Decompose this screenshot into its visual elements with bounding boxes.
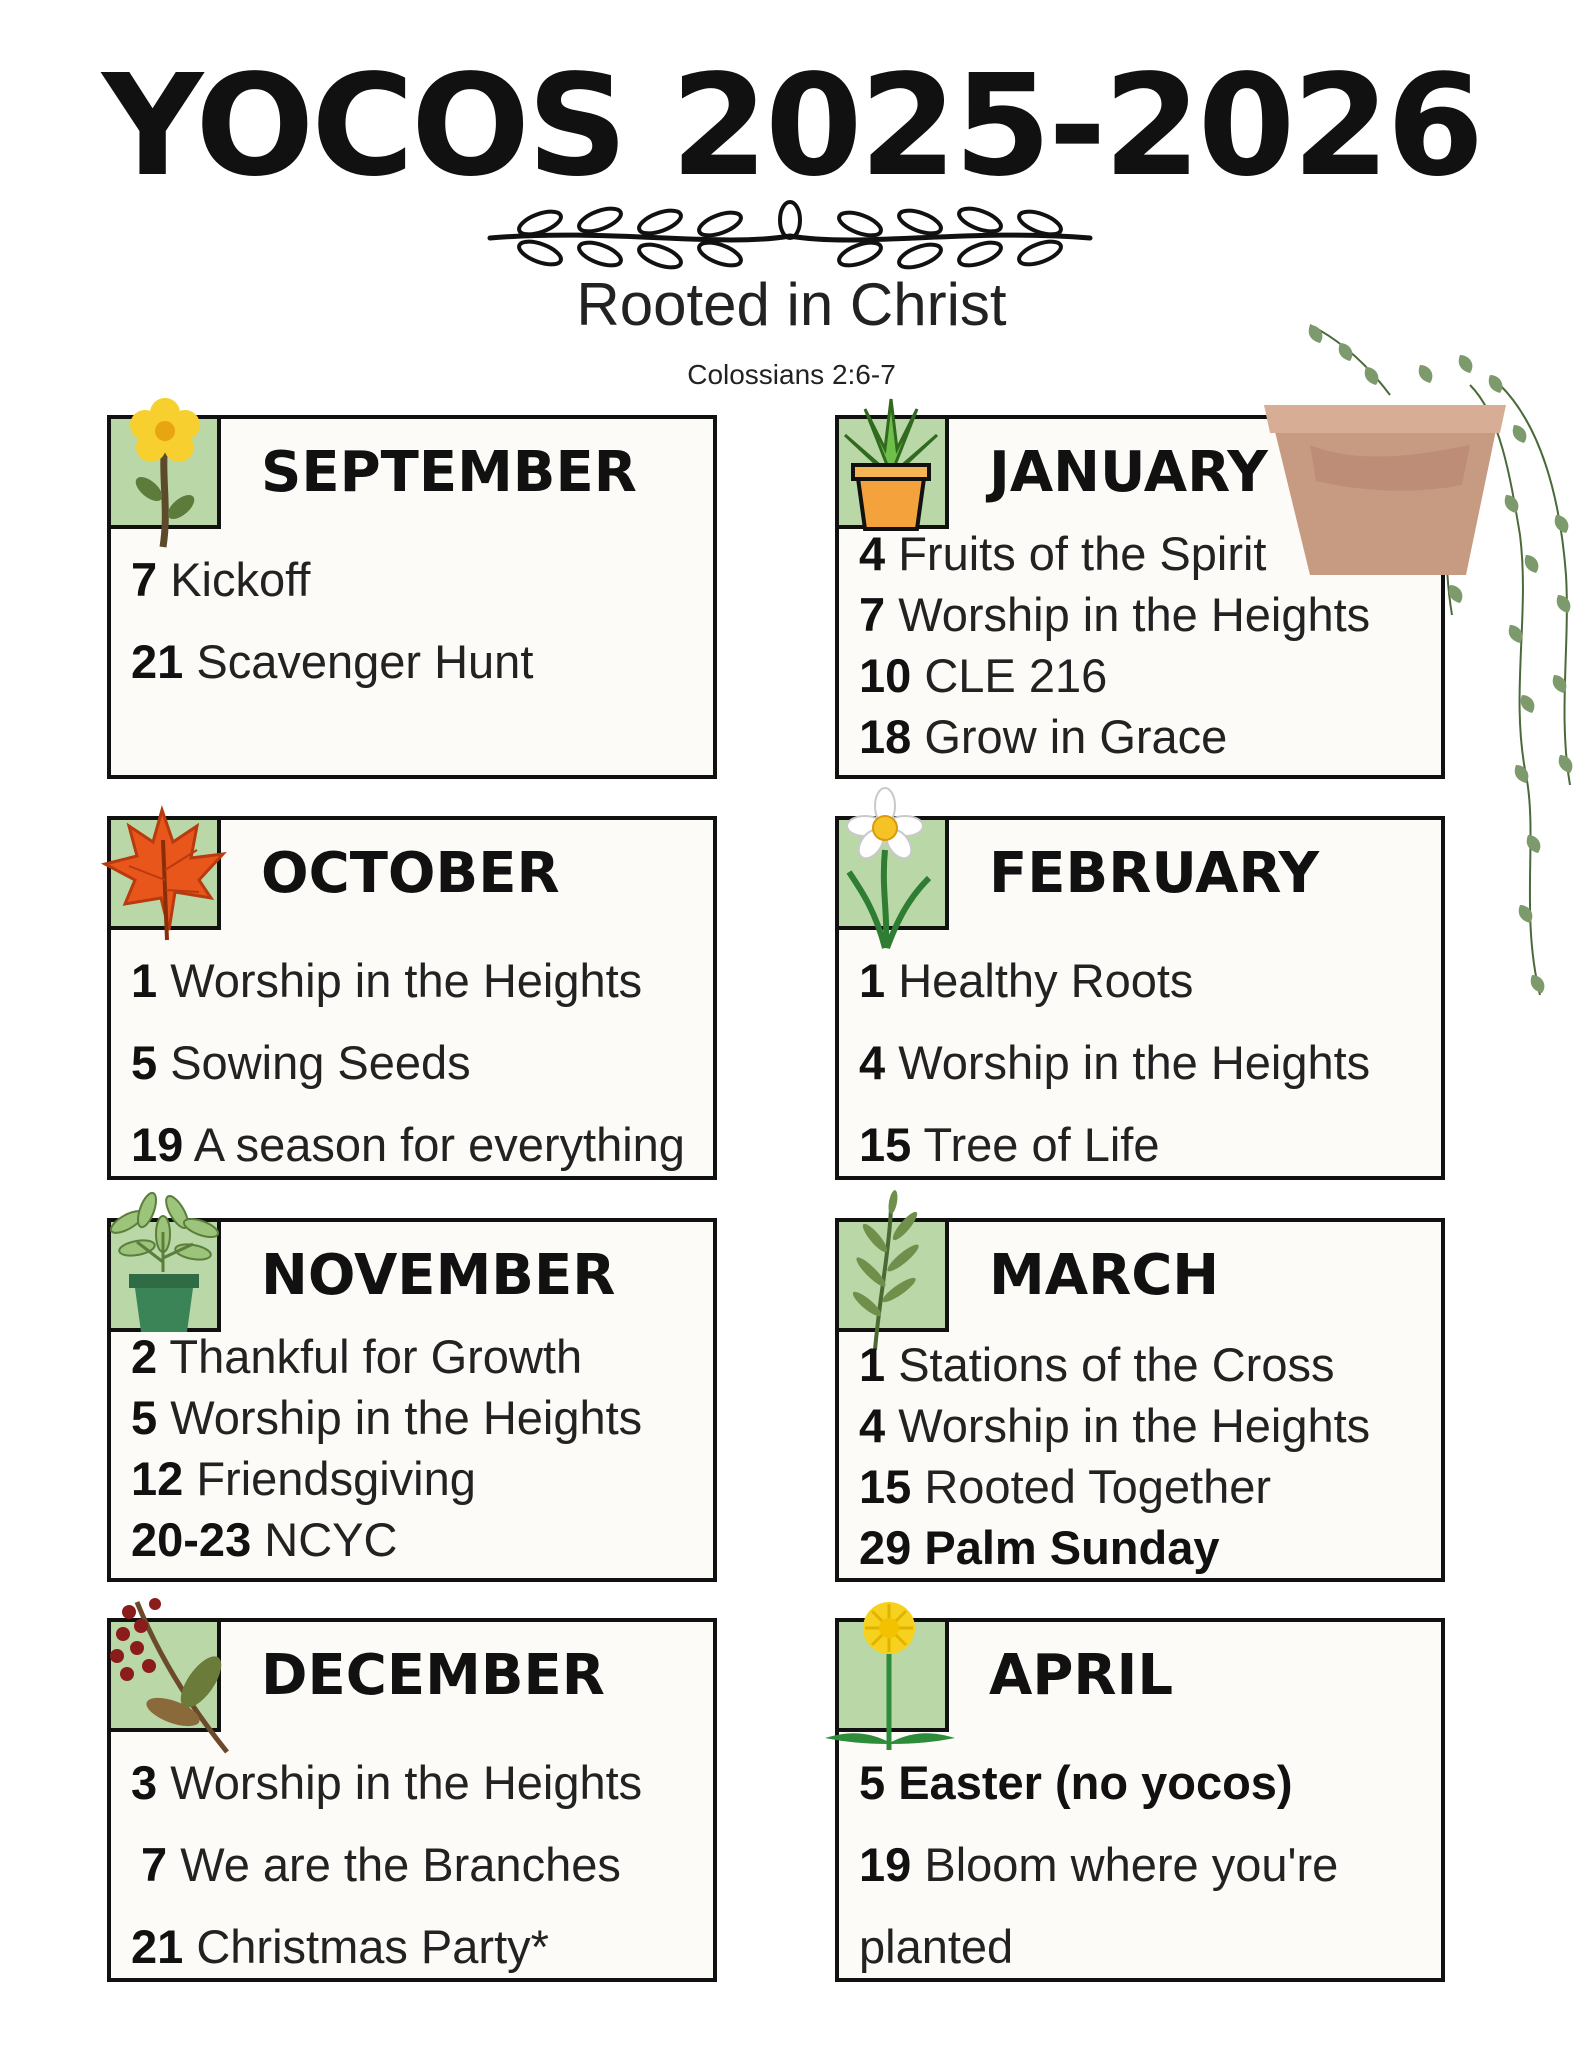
event-date: 2 [131,1330,158,1383]
event-list [131,940,703,1186]
subtitle: Rooted in Christ [576,271,1007,338]
flower-icon [77,379,247,549]
event-date: 4 [859,1399,886,1452]
event-title: planted [859,1920,1014,1973]
month-name: NOVEMBER [261,1243,616,1308]
event-date: 15 [859,1460,912,1513]
event-title: Friendsgiving [196,1452,476,1505]
month-name: FEBRUARY [989,841,1320,906]
event-date: 5 [859,1756,886,1809]
event-list [859,1334,1431,1578]
daffodil-icon [805,780,975,950]
dandelion-icon [805,1582,975,1752]
event-title: Tree of Life [923,1118,1160,1171]
herb-sprig-icon [805,1182,975,1352]
month-card-december [107,1618,717,1982]
event-title: CLE 216 [924,649,1108,702]
month-name: JANUARY [989,440,1268,505]
icon-box [107,1218,221,1332]
event-date: 1 [859,1338,886,1391]
event-date: 1 [859,954,886,1007]
event-date: 21 [131,635,184,688]
event-date: 19 [859,1838,912,1891]
event-item [131,539,703,621]
bible-verse: Colossians 2:6-7 [687,359,896,390]
event-title: Easter (no yocos) [898,1756,1293,1809]
event-date: 10 [859,649,912,702]
event-title: Grow in Grace [924,710,1228,763]
month-card-april [835,1618,1445,1982]
event-list [131,539,703,703]
event-title: Worship in the Heights [898,1036,1371,1089]
event-item [131,1448,703,1509]
event-title: Rooted Together [924,1460,1272,1513]
event-title: Stations of the Cross [898,1338,1335,1391]
event-item [859,1742,1431,1824]
event-item [131,621,703,703]
event-item [859,1456,1431,1517]
event-title: Worship in the Heights [170,1391,643,1444]
hanging-plant-icon [1270,315,1583,1145]
event-item [859,1906,1431,1988]
event-title: Worship in the Heights [898,588,1371,641]
event-date: 7 [141,1838,168,1891]
event-title: NCYC [264,1513,398,1566]
event-date: 29 [859,1521,912,1574]
event-date: 19 [131,1118,184,1171]
event-title: Bloom where you're [924,1838,1339,1891]
event-item [131,1906,703,1988]
event-title: Worship in the Heights [170,1756,643,1809]
month-card-march [835,1218,1445,1582]
icon-box [835,816,949,930]
icon-box [835,1218,949,1332]
event-date: 5 [131,1036,158,1089]
icon-box [107,1618,221,1732]
event-title: Scavenger Hunt [196,635,534,688]
event-title: A season for everything [193,1118,685,1171]
icon-box [107,816,221,930]
event-title: Healthy Roots [898,954,1194,1007]
event-item [859,1395,1431,1456]
event-item [859,1517,1431,1578]
event-date: 18 [859,710,912,763]
month-name: DECEMBER [261,1643,605,1708]
event-title: Christmas Party* [196,1920,549,1973]
event-date: 12 [131,1452,184,1505]
event-title: Thankful for Growth [169,1330,583,1383]
month-card-november [107,1218,717,1582]
laurel-divider-icon [470,198,1110,278]
event-date: 3 [131,1756,158,1809]
month-name: OCTOBER [261,841,560,906]
icon-box [835,415,949,529]
event-item [131,1509,703,1570]
event-date: 7 [131,553,158,606]
event-list [131,1326,703,1570]
berry-branch-icon [77,1582,247,1752]
month-card-september [107,415,717,779]
page-title: YOCOS 2025-2026 [101,45,1482,208]
event-item [131,1742,703,1824]
event-title: We are the Branches [180,1838,621,1891]
icon-box [835,1618,949,1732]
event-title: Palm Sunday [924,1521,1220,1574]
event-date: 15 [859,1118,912,1171]
event-date: 7 [859,588,886,641]
event-item [131,1824,703,1906]
event-date: 4 [859,1036,886,1089]
event-title: Worship in the Heights [170,954,643,1007]
event-item [131,1104,703,1186]
event-item [131,1387,703,1448]
event-title: Worship in the Heights [898,1399,1371,1452]
event-item [859,1334,1431,1395]
event-item [859,1824,1431,1906]
event-item [131,940,703,1022]
event-item [131,1022,703,1104]
event-title: Sowing Seeds [170,1036,471,1089]
event-date: 20-23 [131,1513,252,1566]
event-date: 21 [131,1920,184,1973]
icon-box [107,415,221,529]
month-name: SEPTEMBER [261,440,637,505]
event-date: 5 [131,1391,158,1444]
event-list [131,1742,703,1988]
month-name: APRIL [989,1643,1174,1708]
event-title: Kickoff [170,553,311,606]
month-card-october [107,816,717,1180]
event-date: 4 [859,527,886,580]
month-name: MARCH [989,1243,1220,1308]
maple-leaf-icon [77,780,247,950]
event-title: Fruits of the Spirit [898,527,1267,580]
event-item [131,1326,703,1387]
event-date: 1 [131,954,158,1007]
event-list [859,1742,1431,1988]
